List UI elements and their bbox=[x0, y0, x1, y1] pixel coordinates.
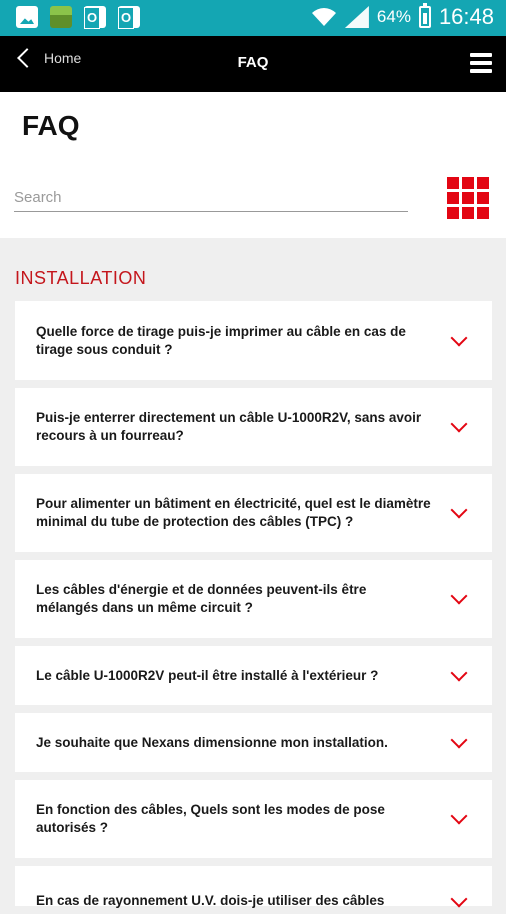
faq-item[interactable] bbox=[15, 780, 492, 858]
section-title: INSTALLATION bbox=[15, 268, 147, 288]
chevron-down-icon bbox=[451, 588, 468, 605]
chevron-down-icon bbox=[451, 416, 468, 433]
faq-item[interactable] bbox=[15, 646, 492, 705]
outlook-notification-icon bbox=[84, 6, 106, 28]
faq-item[interactable] bbox=[15, 866, 492, 906]
chevron-down-icon bbox=[451, 502, 468, 519]
faq-list bbox=[15, 301, 492, 914]
back-label: Home bbox=[44, 50, 82, 66]
grid-menu-icon[interactable] bbox=[447, 177, 489, 219]
faq-question: Quelle force de tirage puis-je imprimer au câble en cas de tirage sous conduit ? bbox=[36, 323, 406, 357]
signal-icon bbox=[345, 6, 369, 28]
faq-question: En cas de rayonnement U.V. dois-je utiliser des câbles bbox=[36, 893, 385, 908]
chevron-down-icon bbox=[451, 891, 468, 908]
nav-title: FAQ bbox=[237, 54, 269, 71]
chevron-down-icon bbox=[451, 664, 468, 681]
menu-icon[interactable] bbox=[470, 53, 492, 73]
faq-question: En fonction des câbles, Quels sont les modes de pose autorisés ? bbox=[36, 802, 385, 835]
chevron-down-icon bbox=[451, 731, 468, 748]
faq-question: Le câble U-1000R2V peut-il être installé à l'extérieur ? bbox=[36, 667, 379, 683]
faq-question: Pour alimenter un bâtiment en électricité, quel est le diamètre minimal du tube de protection des câbles (TPC) ? bbox=[36, 496, 431, 529]
gallery-notification-icon bbox=[16, 6, 38, 28]
faq-item[interactable] bbox=[15, 474, 492, 552]
faq-item[interactable] bbox=[15, 301, 492, 380]
search-input[interactable] bbox=[14, 184, 408, 212]
page-header bbox=[0, 92, 506, 238]
battery-percent: 64% bbox=[376, 7, 411, 26]
faq-question: Puis-je enterrer directement un câble U-1000R2V, sans avoir recours à un fourreau? bbox=[36, 410, 422, 443]
photo-notification-icon bbox=[50, 6, 72, 28]
battery-icon bbox=[419, 6, 431, 28]
status-bar bbox=[0, 0, 506, 36]
faq-item[interactable] bbox=[15, 560, 492, 638]
status-time: 16:48 bbox=[438, 4, 494, 29]
navigation-bar bbox=[0, 36, 506, 92]
chevron-down-icon bbox=[451, 329, 468, 346]
faq-question: Les câbles d'énergie et de données peuvent-ils être mélangés dans un même circuit ? bbox=[36, 582, 367, 615]
faq-question: Je souhaite que Nexans dimensionne mon installation. bbox=[36, 734, 388, 750]
faq-item[interactable] bbox=[15, 713, 492, 772]
outlook-notification-icon bbox=[118, 6, 140, 28]
wifi-icon bbox=[311, 6, 337, 28]
faq-item[interactable] bbox=[15, 388, 492, 466]
chevron-down-icon bbox=[451, 808, 468, 825]
page-title: FAQ bbox=[22, 110, 80, 141]
